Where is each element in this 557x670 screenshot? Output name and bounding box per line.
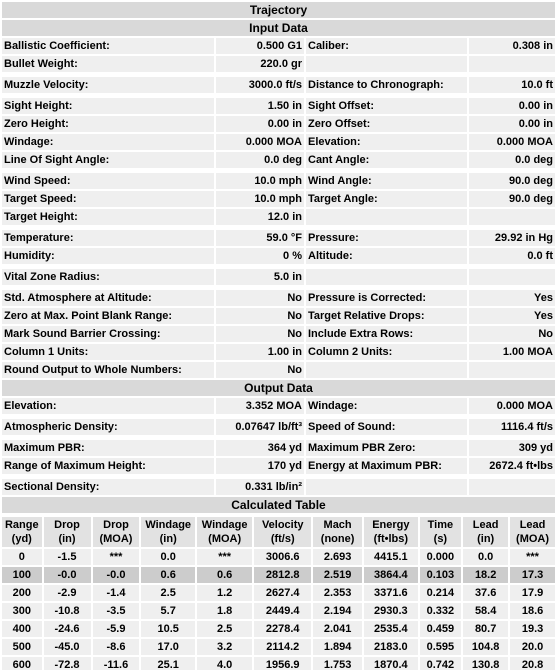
group-separator [2,95,555,96]
column-header [420,517,462,547]
field-label: Zero at Max. Point Blank Range: [2,308,214,324]
table-cell: 58.4 [463,603,508,619]
data-row [2,116,555,132]
field-value: 0.00 in [469,98,555,114]
table-cell: -10.8 [44,603,91,619]
table-cell: 2.041 [313,621,362,637]
field-value: No [216,308,304,324]
table-cell: 20.8 [510,657,555,670]
column-header [510,517,555,547]
table-cell: 100 [2,567,42,583]
field-value: No [469,326,555,342]
column-name: Energy [372,519,410,531]
field-value: 3.352 MOA [216,398,304,414]
table-cell: 0.332 [420,603,462,619]
group-separator [2,170,555,171]
table-row [2,657,555,670]
calculated-table [0,515,557,670]
table-cell: 10.5 [141,621,194,637]
column-header [463,517,508,547]
table-cell: *** [93,549,140,565]
column-header [313,517,362,547]
table-cell: 18.2 [463,567,508,583]
column-name: Lead [472,519,499,531]
data-row [2,173,555,189]
table-cell: 200 [2,585,42,601]
field-value: 1.00 in [216,344,304,360]
field-value: 2672.4 ft•lbs [469,458,555,474]
field-label: Humidity: [2,248,214,264]
data-row [2,290,555,306]
column-name: Windage [201,519,248,531]
column-unit: (ft/s) [270,533,295,545]
table-cell: 2183.0 [364,639,417,655]
table-row [2,567,555,583]
field-label: Target Angle: [306,191,467,207]
data-row [2,248,555,264]
table-cell: 0 [2,549,42,565]
field-label: Temperature: [2,230,214,246]
field-label: Wind Angle: [306,173,467,189]
table-row [2,585,555,601]
field-label: Speed of Sound: [306,419,467,435]
table-cell: 18.6 [510,603,555,619]
field-label: Zero Height: [2,116,214,132]
column-header [254,517,311,547]
field-value: 0.000 MOA [469,134,555,150]
field-value [469,269,555,285]
field-label [306,479,467,495]
table-cell: -2.9 [44,585,91,601]
data-row [2,152,555,168]
column-header [2,517,42,547]
table-cell: -5.9 [93,621,140,637]
field-label: Muzzle Velocity: [2,77,214,93]
data-row [2,56,555,72]
table-cell: 0.6 [141,567,194,583]
field-value: 90.0 deg [469,173,555,189]
field-value: 0.00 in [216,116,304,132]
field-value: 0.000 MOA [469,398,555,414]
field-value: Yes [469,308,555,324]
table-cell: 17.3 [510,567,555,583]
field-label [306,56,467,72]
field-value [469,362,555,378]
field-label: Windage: [2,134,214,150]
field-label: Zero Offset: [306,116,467,132]
data-row [2,326,555,342]
column-name: Velocity [261,519,304,531]
column-unit: (in) [159,533,177,545]
table-cell: 104.8 [463,639,508,655]
table-cell: -0.0 [44,567,91,583]
field-label [306,209,467,225]
column-header [141,517,194,547]
field-value: 10.0 ft [469,77,555,93]
field-value: 1.50 in [216,98,304,114]
field-value: 10.0 mph [216,191,304,207]
data-row [2,458,555,474]
field-value: No [216,290,304,306]
data-row [2,98,555,114]
group-separator [2,437,555,438]
field-value: 364 yd [216,440,304,456]
table-cell: 0.742 [420,657,462,670]
table-cell: 0.595 [420,639,462,655]
field-label: Altitude: [306,248,467,264]
field-label: Include Extra Rows: [306,326,467,342]
table-cell: 3864.4 [364,567,417,583]
field-label: Line Of Sight Angle: [2,152,214,168]
field-label: Target Relative Drops: [306,308,467,324]
field-value: 0.0 deg [216,152,304,168]
table-cell: *** [197,549,253,565]
table-row [2,621,555,637]
table-cell: 37.6 [463,585,508,601]
group-separator [2,416,555,417]
table-cell: *** [510,549,555,565]
table-cell: 3371.6 [364,585,417,601]
table-cell: 25.1 [141,657,194,670]
table-cell: -24.6 [44,621,91,637]
table-cell: 5.7 [141,603,194,619]
table-cell: 3.2 [197,639,253,655]
field-label: Energy at Maximum PBR: [306,458,467,474]
field-value: No [216,326,304,342]
table-cell: 500 [2,639,42,655]
column-name: Windage [145,519,192,531]
table-cell: 1870.4 [364,657,417,670]
table-cell: -72.8 [44,657,91,670]
field-label: Wind Speed: [2,173,214,189]
table-cell: 2.5 [197,621,253,637]
field-value: 220.0 gr [216,56,304,72]
column-name: Drop [103,519,129,531]
table-cell: 3006.6 [254,549,311,565]
field-value: 0.308 in [469,38,555,54]
field-value: 3000.0 ft/s [216,77,304,93]
table-cell: 17.0 [141,639,194,655]
field-value: 0 % [216,248,304,264]
field-label: Caliber: [306,38,467,54]
table-cell: 0.0 [141,549,194,565]
column-unit: (MOA) [516,533,550,545]
data-row [2,38,555,54]
field-label: Elevation: [306,134,467,150]
field-value: 1116.4 ft/s [469,419,555,435]
column-header [44,517,91,547]
field-label: Pressure is Corrected: [306,290,467,306]
field-label: Maximum PBR: [2,440,214,456]
table-cell: 17.9 [510,585,555,601]
column-header-row [2,517,555,547]
column-name: Drop [54,519,80,531]
field-value: 0.331 lb/in² [216,479,304,495]
table-cell: -0.0 [93,567,140,583]
table-cell: 19.3 [510,621,555,637]
table-cell: 4.0 [197,657,253,670]
table-cell: -11.6 [93,657,140,670]
table-cell: 2535.4 [364,621,417,637]
column-unit: (s) [433,533,448,545]
table-cell: -1.5 [44,549,91,565]
column-unit: (ft•lbs) [373,533,409,545]
group-separator [2,287,555,288]
field-label [306,269,467,285]
field-label: Column 1 Units: [2,344,214,360]
field-label: Sectional Density: [2,479,214,495]
field-label: Maximum PBR Zero: [306,440,467,456]
field-value: 309 yd [469,440,555,456]
table-cell: -1.4 [93,585,140,601]
table-row [2,549,555,565]
field-value: 12.0 in [216,209,304,225]
column-unit: (in) [477,533,495,545]
group-separator [2,476,555,477]
column-name: Mach [323,519,352,531]
table-cell: 80.7 [463,621,508,637]
field-value: 0.500 G1 [216,38,304,54]
field-label: Target Height: [2,209,214,225]
table-cell: 2930.3 [364,603,417,619]
field-label: Column 2 Units: [306,344,467,360]
field-value: 29.92 in Hg [469,230,555,246]
table-cell: 300 [2,603,42,619]
table-cell: 0.103 [420,567,462,583]
table-cell: 2.353 [313,585,362,601]
column-name: Range [4,519,39,531]
column-name: Lead [519,519,546,531]
group-separator [2,266,555,267]
field-value: 59.0 °F [216,230,304,246]
table-cell: 2812.8 [254,567,311,583]
field-value: 0.0 deg [469,152,555,168]
field-value: Yes [469,290,555,306]
table-cell: 0.0 [463,549,508,565]
table-cell: 2114.2 [254,639,311,655]
table-cell: 4415.1 [364,549,417,565]
field-value [469,209,555,225]
table-cell: 2627.4 [254,585,311,601]
table-cell: 1956.9 [254,657,311,670]
data-row [2,269,555,285]
data-row [2,77,555,93]
field-value [469,479,555,495]
data-row [2,479,555,495]
field-value: 0.00 in [469,116,555,132]
column-header [93,517,140,547]
data-row [2,398,555,414]
calculated-table-header: Calculated Table [2,497,555,513]
table-cell: 0.459 [420,621,462,637]
field-label [306,362,467,378]
group-separator [2,74,555,75]
table-cell: -3.5 [93,603,140,619]
column-unit: (in) [58,533,76,545]
data-row [2,230,555,246]
field-label: Cant Angle: [306,152,467,168]
column-unit: (none) [320,533,355,545]
data-row [2,209,555,225]
table-row [2,603,555,619]
field-label: Bullet Weight: [2,56,214,72]
table-cell: 1.2 [197,585,253,601]
table-cell: 2278.4 [254,621,311,637]
table-cell: 130.8 [463,657,508,670]
table-cell: 2.194 [313,603,362,619]
field-label: Pressure: [306,230,467,246]
column-unit: (MOA) [99,533,133,545]
table-cell: 2.519 [313,567,362,583]
field-value: 0.000 MOA [216,134,304,150]
table-cell: 2449.4 [254,603,311,619]
column-unit: (MOA) [208,533,242,545]
column-unit: (yd) [11,533,32,545]
field-label: Std. Atmosphere at Altitude: [2,290,214,306]
data-row [2,419,555,435]
field-label: Ballistic Coefficient: [2,38,214,54]
column-header [197,517,253,547]
data-row [2,134,555,150]
table-cell: 400 [2,621,42,637]
page-title: Trajectory [2,2,555,18]
field-value: 1.00 MOA [469,344,555,360]
field-label: Range of Maximum Height: [2,458,214,474]
data-row [2,308,555,324]
table-row [2,639,555,655]
table-cell: 2.693 [313,549,362,565]
field-label: Elevation: [2,398,214,414]
field-label: Vital Zone Radius: [2,269,214,285]
group-separator [2,227,555,228]
table-cell: 1.8 [197,603,253,619]
field-value: 0.0 ft [469,248,555,264]
field-label: Sight Offset: [306,98,467,114]
table-cell: 600 [2,657,42,670]
table-cell: 2.5 [141,585,194,601]
table-cell: 20.0 [510,639,555,655]
output-data-header: Output Data [2,380,555,396]
data-row [2,191,555,207]
field-value: 170 yd [216,458,304,474]
field-label: Mark Sound Barrier Crossing: [2,326,214,342]
table-cell: 1.894 [313,639,362,655]
table-cell: 0.6 [197,567,253,583]
field-label: Target Speed: [2,191,214,207]
input-data-header: Input Data [2,20,555,36]
field-value: 5.0 in [216,269,304,285]
data-row [2,362,555,378]
data-row [2,344,555,360]
field-label: Windage: [306,398,467,414]
field-value: 90.0 deg [469,191,555,207]
field-label: Round Output to Whole Numbers: [2,362,214,378]
table-cell: 0.000 [420,549,462,565]
field-value: No [216,362,304,378]
column-header [364,517,417,547]
field-value: 10.0 mph [216,173,304,189]
field-value [469,56,555,72]
data-row [2,440,555,456]
table-cell: 0.214 [420,585,462,601]
table-cell: -8.6 [93,639,140,655]
field-label: Sight Height: [2,98,214,114]
column-name: Time [427,519,454,531]
field-label: Distance to Chronograph: [306,77,467,93]
field-value: 0.07647 lb/ft³ [216,419,304,435]
field-label: Atmospheric Density: [2,419,214,435]
table-cell: 1.753 [313,657,362,670]
table-cell: -45.0 [44,639,91,655]
